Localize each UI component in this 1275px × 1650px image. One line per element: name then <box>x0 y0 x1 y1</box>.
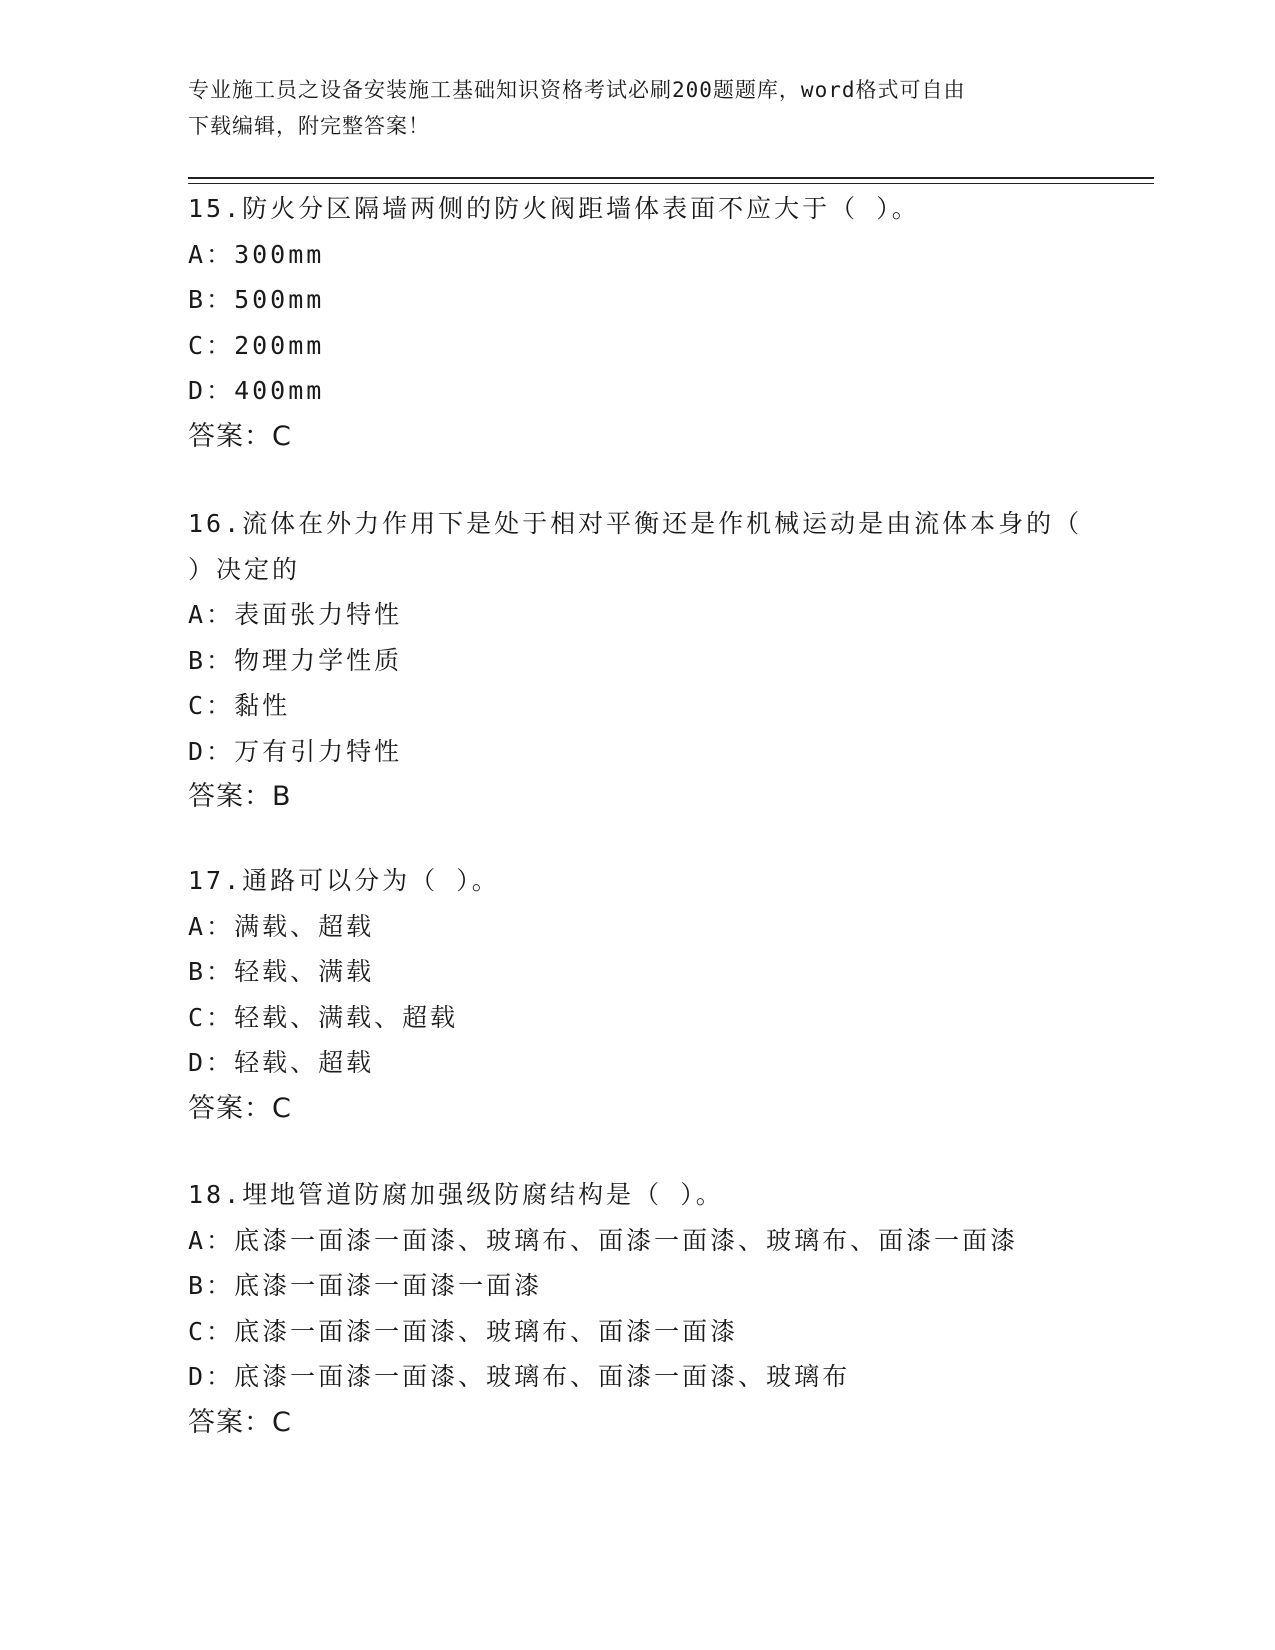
header-line-1: 专业施工员之设备安装施工基础知识资格考试必刷200题题库，word格式可自由 <box>188 78 966 102</box>
question-text <box>188 858 1088 904</box>
question-text <box>188 1172 1088 1218</box>
header-divider-thin <box>188 183 1154 184</box>
question-stem: 通路可以分为（ ）。 <box>242 866 500 895</box>
answer: 答案：C <box>188 1092 292 1124</box>
option-d <box>188 1040 1088 1086</box>
option-b <box>188 277 1088 323</box>
question-18 <box>188 1172 1088 1445</box>
option-key: B： <box>188 645 235 675</box>
option-key: B： <box>188 285 235 314</box>
option-text: 400mm <box>234 376 325 405</box>
option-key: D： <box>188 1362 235 1391</box>
question-stem: 防火分区隔墙两侧的防火阀距墙体表面不应大于（ ）。 <box>242 194 920 223</box>
option-text: 底漆一面漆一面漆、玻璃布、面漆一面漆 <box>234 1316 739 1346</box>
option-text: 万有引力特性 <box>234 736 403 766</box>
option-a <box>188 232 1088 278</box>
option-text: 轻载、满载、超载 <box>234 1002 459 1032</box>
answer: 答案：C <box>188 1406 292 1438</box>
option-key: C： <box>188 1002 235 1032</box>
option-b <box>188 1263 1088 1309</box>
option-text: 200mm <box>234 330 325 360</box>
answer: 答案：B <box>188 781 292 812</box>
option-c <box>188 1309 1088 1355</box>
option-key: B： <box>188 957 235 986</box>
option-b <box>188 638 1088 684</box>
option-c <box>188 995 1088 1041</box>
option-d <box>188 368 1088 414</box>
option-key: A： <box>188 911 235 941</box>
option-key: D： <box>188 736 235 766</box>
question-17 <box>188 858 1088 1131</box>
header-line-2: 下载编辑，附完整答案！ <box>188 114 430 138</box>
option-text: 底漆一面漆一面漆、玻璃布、面漆一面漆、玻璃布 <box>234 1362 851 1391</box>
option-a <box>188 904 1088 950</box>
question-stem: 流体在外力作用下是处于相对平衡还是作机械运动是由流体本身的（ ）决定的 <box>188 509 1083 584</box>
option-key: C： <box>188 330 235 360</box>
option-key: D： <box>188 1048 235 1077</box>
option-text: 满载、超载 <box>234 911 375 941</box>
option-key: A： <box>188 600 235 629</box>
option-key: C： <box>188 691 235 720</box>
option-text: 300mm <box>234 239 325 269</box>
question-number: 15. <box>188 194 243 223</box>
option-text: 物理力学性质 <box>234 645 403 675</box>
option-d <box>188 729 1088 775</box>
question-number: 16. <box>188 509 243 538</box>
option-text: 表面张力特性 <box>234 600 403 629</box>
option-c <box>188 683 1088 729</box>
option-key: C： <box>188 1316 235 1346</box>
option-text: 500mm <box>234 285 325 314</box>
option-c <box>188 323 1088 369</box>
option-text: 黏性 <box>234 691 291 720</box>
option-d <box>188 1354 1088 1400</box>
option-a <box>188 1218 1088 1264</box>
option-text: 底漆一面漆一面漆一面漆 <box>234 1271 543 1300</box>
option-key: A： <box>188 239 235 269</box>
question-stem: 埋地管道防腐加强级防腐结构是（ ）。 <box>242 1180 724 1209</box>
option-b <box>188 949 1088 995</box>
question-text <box>188 186 1088 232</box>
question-15 <box>188 186 1088 459</box>
answer: 答案：C <box>188 420 292 452</box>
option-text: 轻载、满载 <box>234 957 375 986</box>
question-text <box>188 501 1088 592</box>
option-text: 轻载、超载 <box>234 1048 375 1077</box>
question-16 <box>188 501 1088 820</box>
option-key: D： <box>188 376 235 405</box>
option-key: A： <box>188 1225 235 1255</box>
option-text: 底漆一面漆一面漆、玻璃布、面漆一面漆、玻璃布、面漆一面漆 <box>234 1225 1019 1255</box>
option-key: B： <box>188 1271 235 1300</box>
question-number: 17. <box>188 866 243 895</box>
option-a <box>188 592 1088 638</box>
question-number: 18. <box>188 1180 243 1209</box>
document-header <box>188 72 1088 144</box>
header-divider-thick <box>188 177 1154 179</box>
